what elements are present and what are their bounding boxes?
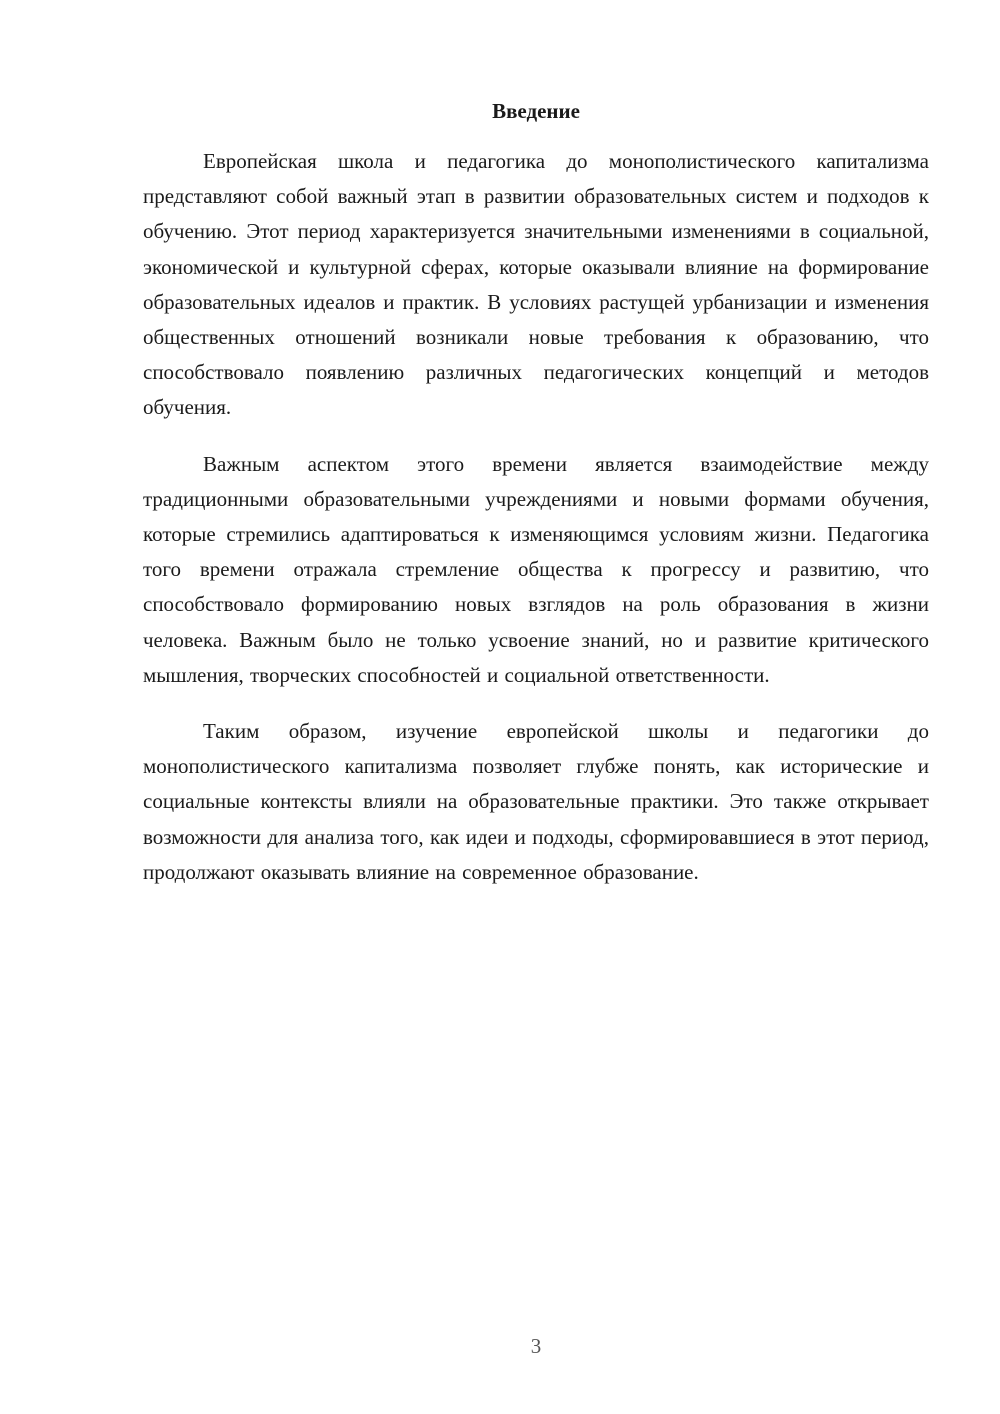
paragraph-3: Таким образом, изучение европейской школы и педагогики до монополистического капитализма позволяет глубже понять, как исторические и социальные контексты влияли на образовательные практики. Это также открывает возможности для анализа того, как идеи и подходы, сформировавшиеся в этот период, продолжают оказывать влияние на современное образование. [143,719,929,884]
document-page [143,96,929,911]
page-number: 3 [530,1334,542,1358]
paragraph-2: Важным аспектом этого времени является взаимодействие между традиционными образовательными учреждениями и новыми формами обучения, которые стремились адаптироваться к изменяющимся условиям жизни. Педагогика того времени отражала стремление общества к прогрессу и развитию, что способствовало формированию новых взглядов на роль образования в жизни человека. Важным было не только усвоение знаний, но и развитие критического мышления, творческих способностей и социальной ответственности. [143,451,929,687]
page-title: Введение [492,99,580,123]
paragraph-1: Европейская школа и педагогика до монополистического капитализма представляют собой важный этап в развитии образовательных систем и подходов к обучению. Этот период характеризуется значительными изменениями в социальной, экономической и культурной сферах, которые оказывали влияние на формирование образовательных идеалов и практик. В условиях растущей урбанизации и изменения общественных отношений возникали новые требования к образованию, что способствовало появлению различных педагогических концепций и методов обучения. [143,149,929,420]
